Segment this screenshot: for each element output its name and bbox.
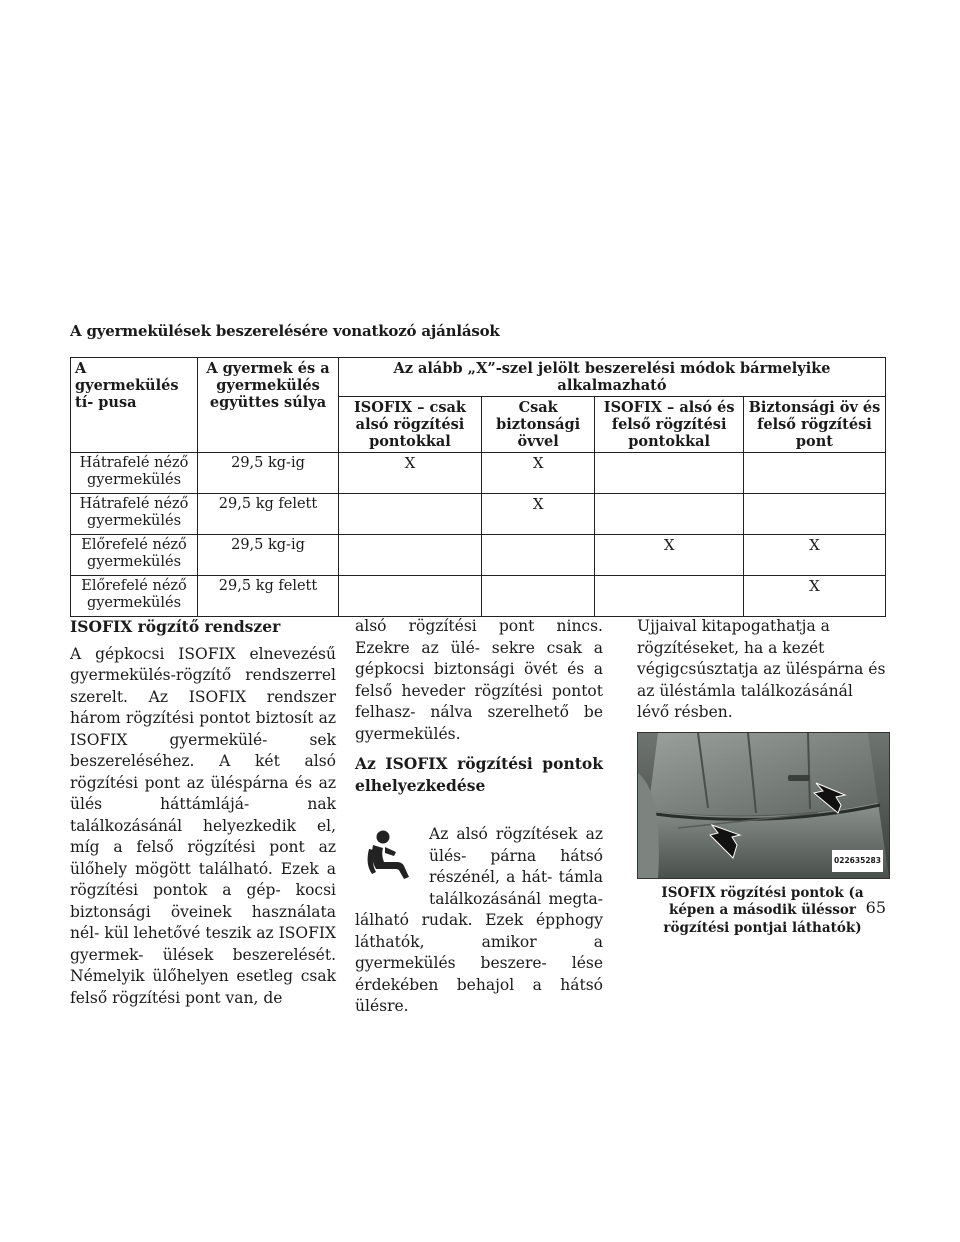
row-mark [743, 494, 885, 535]
row-mark [339, 494, 482, 535]
header-install-modes: Az alább „X”-szel jelölt beszerelési módok bármelyike alkalmazható [339, 358, 886, 397]
row-mark [481, 576, 594, 617]
row-type: Előrefelé néző gyermekülés [71, 535, 198, 576]
row-mark: X [339, 453, 482, 494]
body-text: alsó rögzítési pont nincs. Ezekre az ülé- sekre csak a gépkocsi biztonsági övét és a felső heveder rögzítési pontot felhasz- nálva szerelhető be gyermekülés. [355, 617, 603, 743]
header-belt-only: Csak biztonsági övvel [481, 397, 594, 453]
header-seat-type: A gyermekülés tí- pusa [71, 358, 198, 453]
row-mark: X [481, 453, 594, 494]
row-weight: 29,5 kg felett [198, 576, 339, 617]
row-mark [595, 453, 744, 494]
row-weight: 29,5 kg-ig [198, 535, 339, 576]
header-weight: A gyermek és a gyermekülés együttes súlya [198, 358, 339, 453]
row-mark [339, 576, 482, 617]
row-mark: X [481, 494, 594, 535]
body-text: A gépkocsi ISOFIX elnevezésű gyermekülés-rögzítő rendszerrel szerelt. Az ISOFIX rendszer három rögzítési pontot biztosít az ISOFIX gyermekülé- sek beszereléséhez. A két alsó rögzítési pont az üléspárna és az ülés háttámlájá- nak találkozásánál helyezkedik el, míg a felső rögzítési pont az ülőhely mögött található. Ezek a rögzítési pontok a gép- kocsi biztonsági öveinek használata nél- kül lehetővé teszik az ISOFIX gyermek- ülések beszerelését. Némelyik ülőhelyen esetleg csak felső rögzítési pont van, de [70, 644, 336, 1007]
section-heading-isofix: ISOFIX rögzítő rendszer [70, 617, 281, 636]
page-number: 65 [865, 898, 886, 917]
body-text: Ujjaival kitapogathatja a rögzítéseket, ha a kezét végigcsúsztatja az üléspárna és az üléstámla találkozásánál lévő résben. [637, 617, 886, 721]
row-type: Előrefelé néző gyermekülés [71, 576, 198, 617]
row-mark [743, 453, 885, 494]
header-isofix-lower-upper: ISOFIX – alsó és felső rögzítési pontokkal [595, 397, 744, 453]
header-isofix-lower: ISOFIX – csak alsó rögzítési pontokkal [339, 397, 482, 453]
table-row [71, 535, 886, 576]
row-mark: X [743, 535, 885, 576]
row-mark [595, 494, 744, 535]
table-title: A gyermekülések beszerelésére vonatkozó ajánlások [70, 322, 500, 340]
recommendation-table [70, 357, 886, 617]
column-3 [637, 616, 888, 937]
row-type: Hátrafelé néző gyermekülés [71, 494, 198, 535]
row-mark: X [743, 576, 885, 617]
row-weight: 29,5 kg-ig [198, 453, 339, 494]
section-heading-anchor-location: Az ISOFIX rögzítési pontok elhelyezkedése [355, 754, 603, 795]
row-weight: 29,5 kg felett [198, 494, 339, 535]
seat-photo [637, 732, 890, 879]
table-row [71, 576, 886, 617]
row-type: Hátrafelé néző gyermekülés [71, 453, 198, 494]
icon-note-text: Az alsó rögzítések az ülés- párna hátsó részénél, a hát- támla találkozásánál megta- lálható rudak. Ezek épphogy láthatók, amikor a gyermekülés beszere- lése érdekében behajol a hátsó ülésre. [355, 825, 603, 1015]
column-2 [355, 616, 603, 1026]
column-1 [70, 616, 336, 1017]
image-caption: ISOFIX rögzítési pontok (a képen a második üléssor rögzítési pontjai láthatók) [661, 884, 864, 936]
row-mark: X [595, 535, 744, 576]
header-belt-upper: Biztonsági öv és felső rögzítési pont [743, 397, 885, 453]
row-mark [595, 576, 744, 617]
table-row [71, 494, 886, 535]
row-mark [339, 535, 482, 576]
image-code: 022635283 [832, 850, 883, 872]
table-row [71, 453, 886, 494]
row-mark [481, 535, 594, 576]
child-seat-icon [363, 826, 415, 890]
